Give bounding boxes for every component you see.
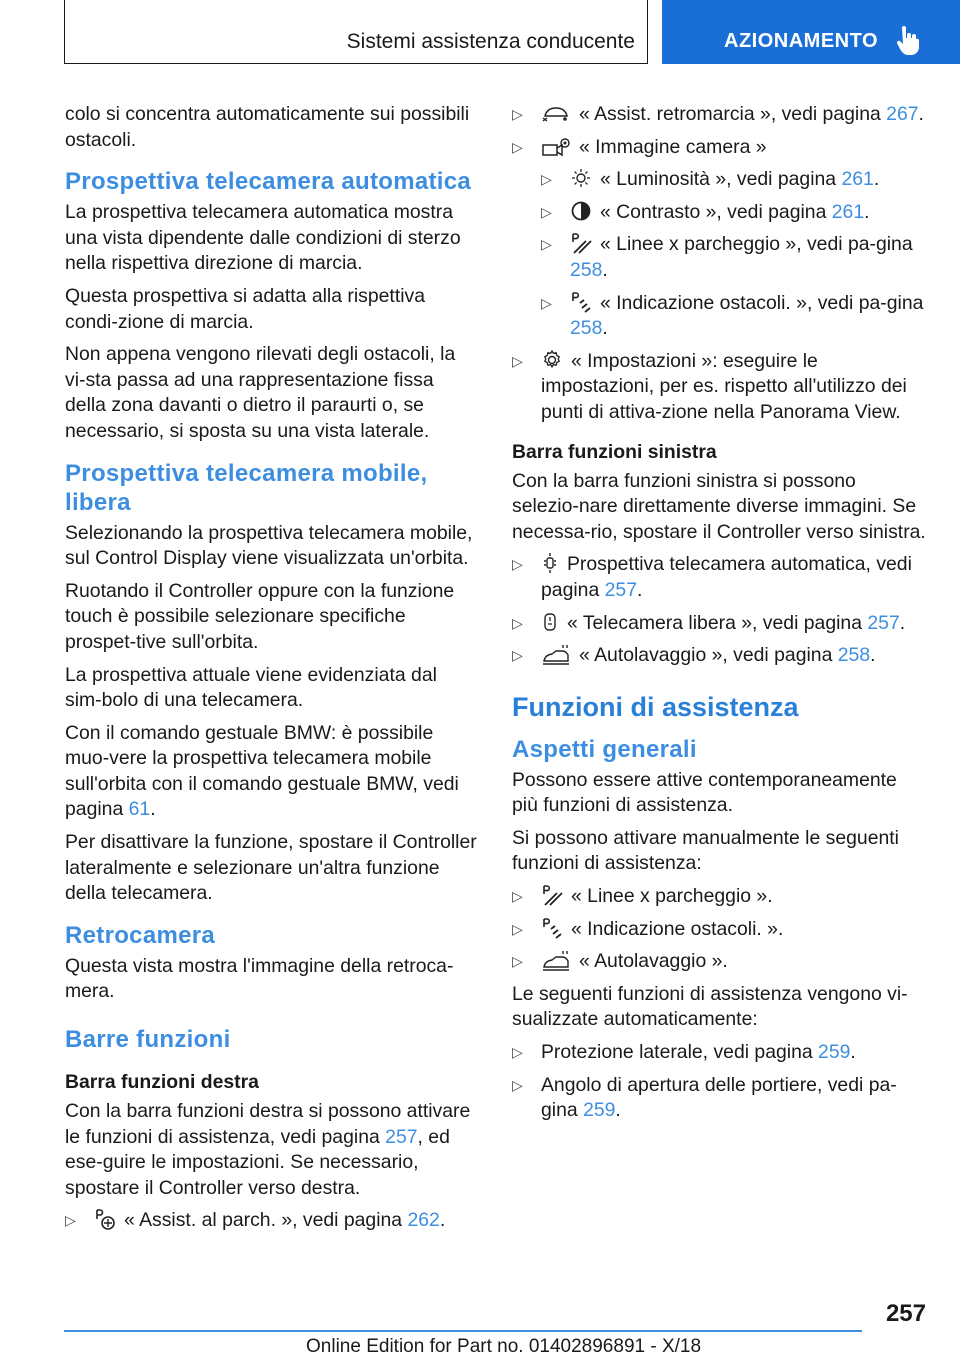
text: « Immagine camera » (579, 135, 767, 158)
text: « Assist. retromarcia », vedi pagina (579, 103, 887, 125)
car-wash-icon (541, 949, 571, 971)
list-item: ▷ « Indicazione ostacoli. », vedi pa-gina 258. (541, 291, 928, 342)
contrast-icon (570, 200, 592, 222)
text: Con la barra funzioni destra si possono attivare le funzioni di assistenza, vedi pagina (65, 1100, 471, 1148)
text: Con il comando gestuale BMW: è possibile muo-vere la prospettiva telecamera mobile sull'orbita con il comando gestuale BMW, vedi pagina (65, 721, 459, 821)
paragraph (65, 1099, 477, 1201)
text: « Impostazioni »: eseguire le impostazioni, per es. rispetto all'utilizzo dei punti di attiva-zione nella Panorama View. (541, 349, 907, 423)
camera-image-icon (541, 137, 571, 157)
heading-auto-perspective: Prospettiva telecamera automatica (65, 168, 472, 196)
page-link[interactable]: 258 (570, 317, 603, 340)
left-column (65, 102, 477, 1241)
paragraph: Si possono attivare manualmente le seguenti funzioni di assistenza: (512, 826, 899, 875)
paragraph: Possono essere attive contemporaneamente più funzioni di assistenza. (512, 768, 897, 817)
page-header (0, 0, 960, 66)
paragraph: Con la barra funzioni sinistra si possono selezio-nare direttamente diverse immagini. Se necessa-rio, spostare il Controller verso sinistra. (512, 469, 926, 543)
list-item: ▷ « Telecamera libera », vedi pagina 257. (512, 611, 928, 637)
page-link[interactable]: 258 (570, 258, 603, 281)
text: « Autolavaggio ». (579, 950, 728, 973)
brightness-icon (570, 167, 592, 189)
text: Prospettiva telecamera automatica, vedi pagina (541, 553, 912, 601)
chapter-header-box (662, 0, 960, 64)
paragraph: La prospettiva telecamera automatica mostra una vista dipendente dalle condizioni di sterzo nella rispettiva direzione di marcia. (65, 201, 461, 275)
list-item: ▷ Angolo di apertura delle portiere, vedi pa-gina 259. (512, 1073, 928, 1124)
paragraph: Per disattivare la funzione, spostare il Controller lateralmente e selezionare un'altra funzione della telecamera. (65, 831, 477, 905)
text: « Contrasto », vedi pagina (600, 200, 832, 223)
settings-gear-icon (541, 349, 563, 371)
text: « Luminosità », vedi pagina (600, 168, 842, 191)
paragraph: Non appena vengono rilevati degli ostacoli, la vi-sta passa ad una rappresentazione fissa della zona davanti o dietro il paraurti o, se necessario, si sposta su una vista laterale. (65, 343, 456, 442)
list-item (512, 135, 928, 161)
auto-view-icon (541, 552, 559, 574)
page-link[interactable]: 257 (604, 578, 637, 601)
car-wash-icon (541, 643, 571, 665)
text: « Autolavaggio », vedi pagina (579, 644, 838, 667)
heading-left-bar: Barra funzioni sinistra (512, 440, 717, 463)
page-link[interactable]: 259 (583, 1099, 616, 1122)
hand-pointer-icon (896, 26, 920, 56)
text: « Indicazione ostacoli. ». (571, 917, 784, 940)
heading-right-bar: Barra funzioni destra (65, 1071, 259, 1094)
page-link[interactable]: 267 (886, 103, 919, 125)
page-link[interactable]: 257 (385, 1125, 418, 1148)
text: « Linee x parcheggio », vedi pa-gina (600, 233, 913, 256)
chapter-title: AZIONAMENTO (724, 30, 879, 52)
section-title: Sistemi assistenza conducente (346, 30, 635, 53)
list-item: ▷ « Assist. retromarcia », vedi pagina 267. (512, 102, 928, 128)
section-header-box (64, 0, 648, 64)
page-number: 257 (885, 1300, 926, 1327)
list-item: ▷ « Assist. al parch. », vedi pagina 262. (65, 1208, 477, 1234)
heading-assist-functions: Funzioni di assistenza (512, 691, 799, 722)
heading-rear-camera: Retrocamera (65, 921, 216, 949)
list-item: ▷ « Linee x parcheggio », vedi pa-gina 258. (541, 232, 928, 283)
page-link[interactable]: 257 (867, 611, 900, 634)
text: Angolo di apertura delle portiere, vedi pa-gina (541, 1073, 897, 1122)
bullet-list (65, 1208, 477, 1234)
text: « Assist. al parch. », vedi pagina (124, 1209, 408, 1232)
bullet-list (512, 1040, 928, 1124)
heading-overview: Aspetti generali (512, 735, 697, 763)
obstacle-marking-icon (570, 291, 592, 313)
list-item: ▷ « Contrasto », vedi pagina 261. (541, 200, 928, 226)
list-item: ▷ Protezione laterale, vedi pagina 259. (512, 1040, 928, 1066)
paragraph: La prospettiva attuale viene evidenziata dal sim-bolo di una telecamera. (65, 663, 437, 712)
footer-edition: Online Edition for Part no. 01402896891 - X/18 (306, 1336, 702, 1357)
heading-function-bars: Barre funzioni (65, 1026, 231, 1054)
paragraph: Questa prospettiva si adatta alla rispettiva condi-zione di marcia. (65, 284, 425, 333)
page-link[interactable]: 262 (407, 1209, 440, 1232)
page-link[interactable]: 261 (831, 200, 865, 223)
free-camera-icon (541, 611, 559, 633)
list-item: ▷ « Luminosità », vedi pagina 261. (541, 167, 928, 193)
page-link[interactable]: 258 (837, 644, 871, 667)
paragraph: Ruotando il Controller oppure con la funzione touch è possibile selezionare specifiche prospet-tive sull'orbita. (65, 579, 455, 653)
paragraph: colo si concentra automaticamente sui possibili ostacoli. (65, 103, 470, 151)
list-item (512, 349, 928, 426)
heading-mobile-perspective: Prospettiva telecamera mobile, libera (65, 459, 428, 516)
list-item (512, 884, 928, 910)
bullet-list (512, 102, 928, 426)
text: Protezione laterale, vedi pagina (541, 1041, 819, 1064)
page-link[interactable]: 61 (128, 798, 151, 821)
parking-lines-icon (570, 232, 592, 254)
text: « Linee x parcheggio ». (571, 885, 773, 908)
list-item: ▷ Prospettiva telecamera automatica, vedi pagina 257. (512, 552, 928, 603)
page-link[interactable]: 259 (818, 1041, 851, 1064)
footer-divider (64, 1330, 862, 1332)
text: « Indicazione ostacoli. », vedi pa-gina (600, 291, 924, 314)
text: , ed ese-guire le impostazioni. Se necessario, spostare il Controller verso destra. (65, 1125, 450, 1199)
page-link[interactable]: 261 (841, 168, 874, 191)
right-column (512, 102, 928, 1131)
list-item (512, 949, 928, 975)
list-item: ▷ « Autolavaggio », vedi pagina 258. (512, 643, 928, 669)
paragraph: Le seguenti funzioni di assistenza vengono vi-sualizzate automaticamente: (512, 982, 908, 1031)
paragraph: Con il comando gestuale BMW: è possibile muo-vere la prospettiva telecamera mobile sull'orbita con il comando gestuale BMW, vedi pagina 61. (65, 721, 459, 821)
paragraph: Selezionando la prospettiva telecamera mobile, sul Control Display viene visualizzata un'orbita. (65, 521, 473, 570)
parking-lines-icon (541, 884, 563, 906)
obstacle-marking-icon (541, 917, 563, 939)
parking-assist-icon (94, 1208, 116, 1230)
text: « Telecamera libera », vedi pagina (567, 611, 868, 634)
bullet-list (512, 552, 928, 668)
reverse-assist-icon (541, 104, 571, 124)
paragraph: Questa vista mostra l'immagine della retroca-mera. (65, 954, 454, 1003)
list-item (512, 917, 928, 943)
bullet-list (512, 884, 928, 975)
